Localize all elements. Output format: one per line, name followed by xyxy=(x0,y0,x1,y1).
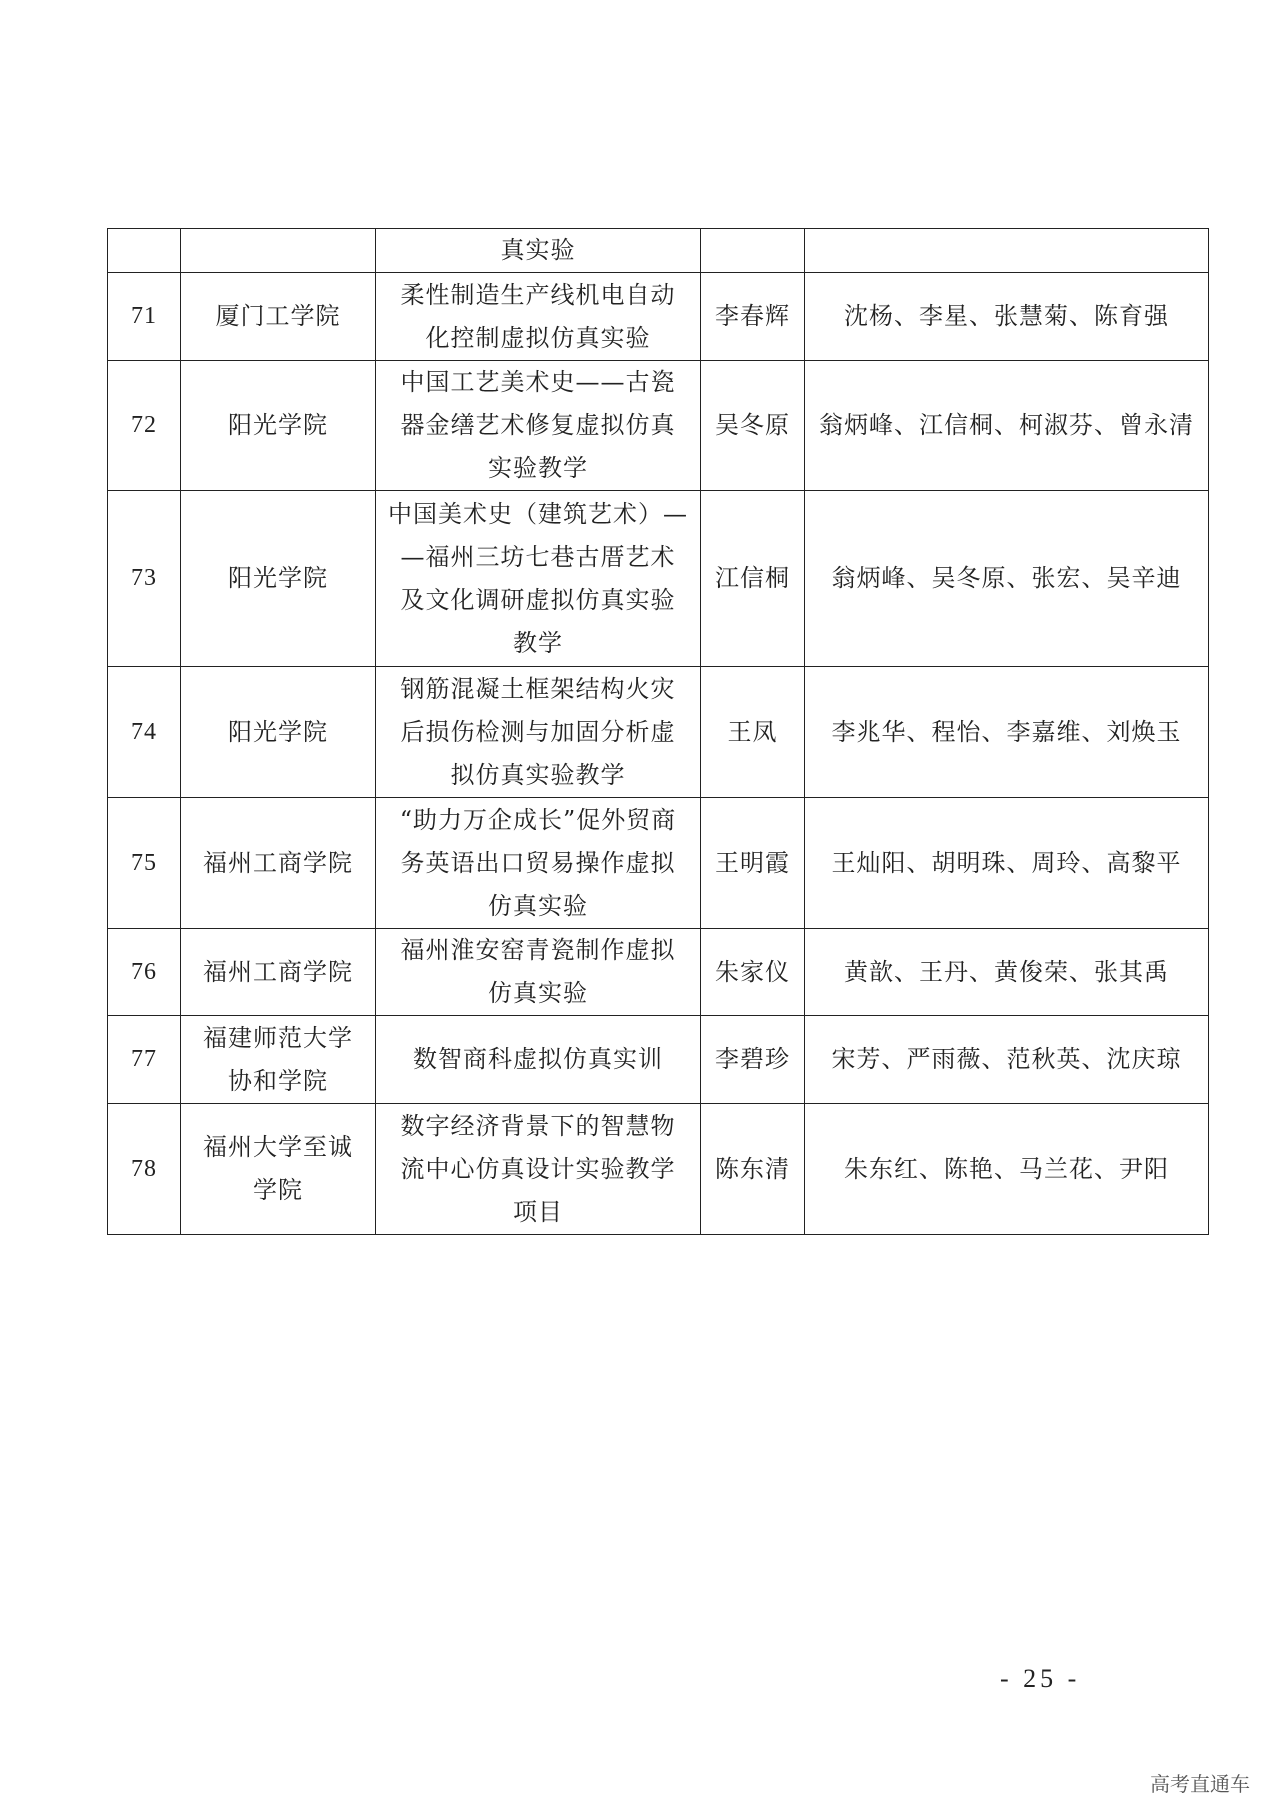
members-cell: 沈杨、李星、张慧菊、陈育强 xyxy=(805,273,1209,361)
leader-cell: 吴冬原 xyxy=(701,361,805,491)
project-table-body xyxy=(108,229,1209,1235)
page-number: - 25 - xyxy=(1000,1664,1081,1693)
school-cell xyxy=(181,229,376,273)
project-cell xyxy=(376,798,701,929)
project-cell-line: 仿真实验 xyxy=(488,891,588,920)
leader-cell: 李碧珍 xyxy=(701,1016,805,1104)
project-cell-line: 流中心仿真设计实验教学 xyxy=(400,1154,676,1183)
row-number: 73 xyxy=(108,491,181,667)
project-cell xyxy=(376,1104,701,1235)
project-cell-line: 项目 xyxy=(513,1197,563,1226)
project-cell-line: 器金缮艺术修复虚拟仿真 xyxy=(400,411,676,439)
leader-cell: 朱家仪 xyxy=(701,929,805,1016)
leader-cell: 江信桐 xyxy=(701,491,805,667)
project-cell-line: 福州淮安窑青瓷制作虚拟 xyxy=(400,936,676,964)
table-row xyxy=(108,1104,1209,1235)
members-cell: 翁炳峰、江信桐、柯淑芬、曾永清 xyxy=(805,361,1209,491)
table-row xyxy=(108,798,1209,929)
project-cell-line: 钢筋混凝土框架结构火灾 xyxy=(400,674,676,703)
table-row xyxy=(108,229,1209,273)
school-cell xyxy=(181,273,376,361)
project-cell-line: 中国美术史（建筑艺术）— xyxy=(388,499,688,528)
school-cell xyxy=(181,1016,376,1104)
members-cell: 王灿阳、胡明珠、周玲、高黎平 xyxy=(805,798,1209,929)
members-cell xyxy=(805,229,1209,273)
leader-cell: 王凤 xyxy=(701,667,805,798)
members-cell: 朱东红、陈艳、马兰花、尹阳 xyxy=(805,1104,1209,1235)
school-cell xyxy=(181,361,376,491)
table-row xyxy=(108,273,1209,361)
row-number: 74 xyxy=(108,667,181,798)
project-cell-line: 中国工艺美术史——古瓷 xyxy=(400,368,676,396)
school-cell-line: 福州工商学院 xyxy=(203,848,353,877)
project-cell-line: “助力万企成长”促外贸商 xyxy=(399,805,677,834)
table-row xyxy=(108,929,1209,1016)
project-cell-line: 务英语出口贸易操作虚拟 xyxy=(400,848,676,877)
project-cell xyxy=(376,667,701,798)
project-cell xyxy=(376,1016,701,1104)
school-cell-line: 福州大学至诚 xyxy=(203,1133,353,1161)
leader-cell xyxy=(701,229,805,273)
school-cell-line: 阳光学院 xyxy=(228,411,328,439)
school-cell-line: 厦门工学院 xyxy=(215,302,341,330)
project-cell-line: 化控制虚拟仿真实验 xyxy=(425,323,651,352)
project-cell xyxy=(376,273,701,361)
project-table xyxy=(107,228,1209,1235)
row-number: 71 xyxy=(108,273,181,361)
school-cell xyxy=(181,798,376,929)
project-cell-line: 真实验 xyxy=(500,236,576,264)
school-cell xyxy=(181,491,376,667)
table-row xyxy=(108,1016,1209,1104)
school-cell xyxy=(181,929,376,1016)
watermark: 高考直通车 xyxy=(1150,1772,1250,1796)
project-cell xyxy=(376,929,701,1016)
project-cell xyxy=(376,361,701,491)
leader-cell: 王明霞 xyxy=(701,798,805,929)
members-cell: 宋芳、严雨薇、范秋英、沈庆琼 xyxy=(805,1016,1209,1104)
members-cell: 李兆华、程怡、李嘉维、刘焕玉 xyxy=(805,667,1209,798)
project-cell-line: 教学 xyxy=(513,628,563,657)
row-number xyxy=(108,229,181,273)
table-row xyxy=(108,361,1209,491)
row-number: 77 xyxy=(108,1016,181,1104)
school-cell-line: 协和学院 xyxy=(228,1066,328,1095)
school-cell xyxy=(181,1104,376,1235)
table-row xyxy=(108,491,1209,667)
school-cell xyxy=(181,667,376,798)
table-row xyxy=(108,667,1209,798)
project-cell-line: 实验教学 xyxy=(488,454,588,482)
school-cell-line: 阳光学院 xyxy=(228,717,328,746)
school-cell-line: 福州工商学院 xyxy=(203,957,353,986)
school-cell-line: 阳光学院 xyxy=(228,564,328,592)
project-cell-line: 仿真实验 xyxy=(488,979,588,1007)
row-number: 75 xyxy=(108,798,181,929)
project-cell-line: 数字经济背景下的智慧物 xyxy=(400,1111,676,1140)
row-number: 72 xyxy=(108,361,181,491)
school-cell-line: 福建师范大学 xyxy=(203,1023,353,1052)
leader-cell: 李春辉 xyxy=(701,273,805,361)
school-cell-line: 学院 xyxy=(253,1176,303,1204)
row-number: 76 xyxy=(108,929,181,1016)
row-number: 78 xyxy=(108,1104,181,1235)
project-cell-line: 数智商科虚拟仿真实训 xyxy=(413,1045,663,1073)
project-cell-line: 柔性制造生产线机电自动 xyxy=(400,280,676,309)
project-cell xyxy=(376,491,701,667)
project-cell-line: 及文化调研虚拟仿真实验 xyxy=(400,585,676,614)
members-cell: 翁炳峰、吴冬原、张宏、吴辛迪 xyxy=(805,491,1209,667)
project-cell-line: —福州三坊七巷古厝艺术 xyxy=(400,542,676,571)
leader-cell: 陈东清 xyxy=(701,1104,805,1235)
project-cell xyxy=(376,229,701,273)
members-cell: 黄歆、王丹、黄俊荣、张其禹 xyxy=(805,929,1209,1016)
project-cell-line: 拟仿真实验教学 xyxy=(450,760,626,789)
project-cell-line: 后损伤检测与加固分析虚 xyxy=(400,717,676,746)
